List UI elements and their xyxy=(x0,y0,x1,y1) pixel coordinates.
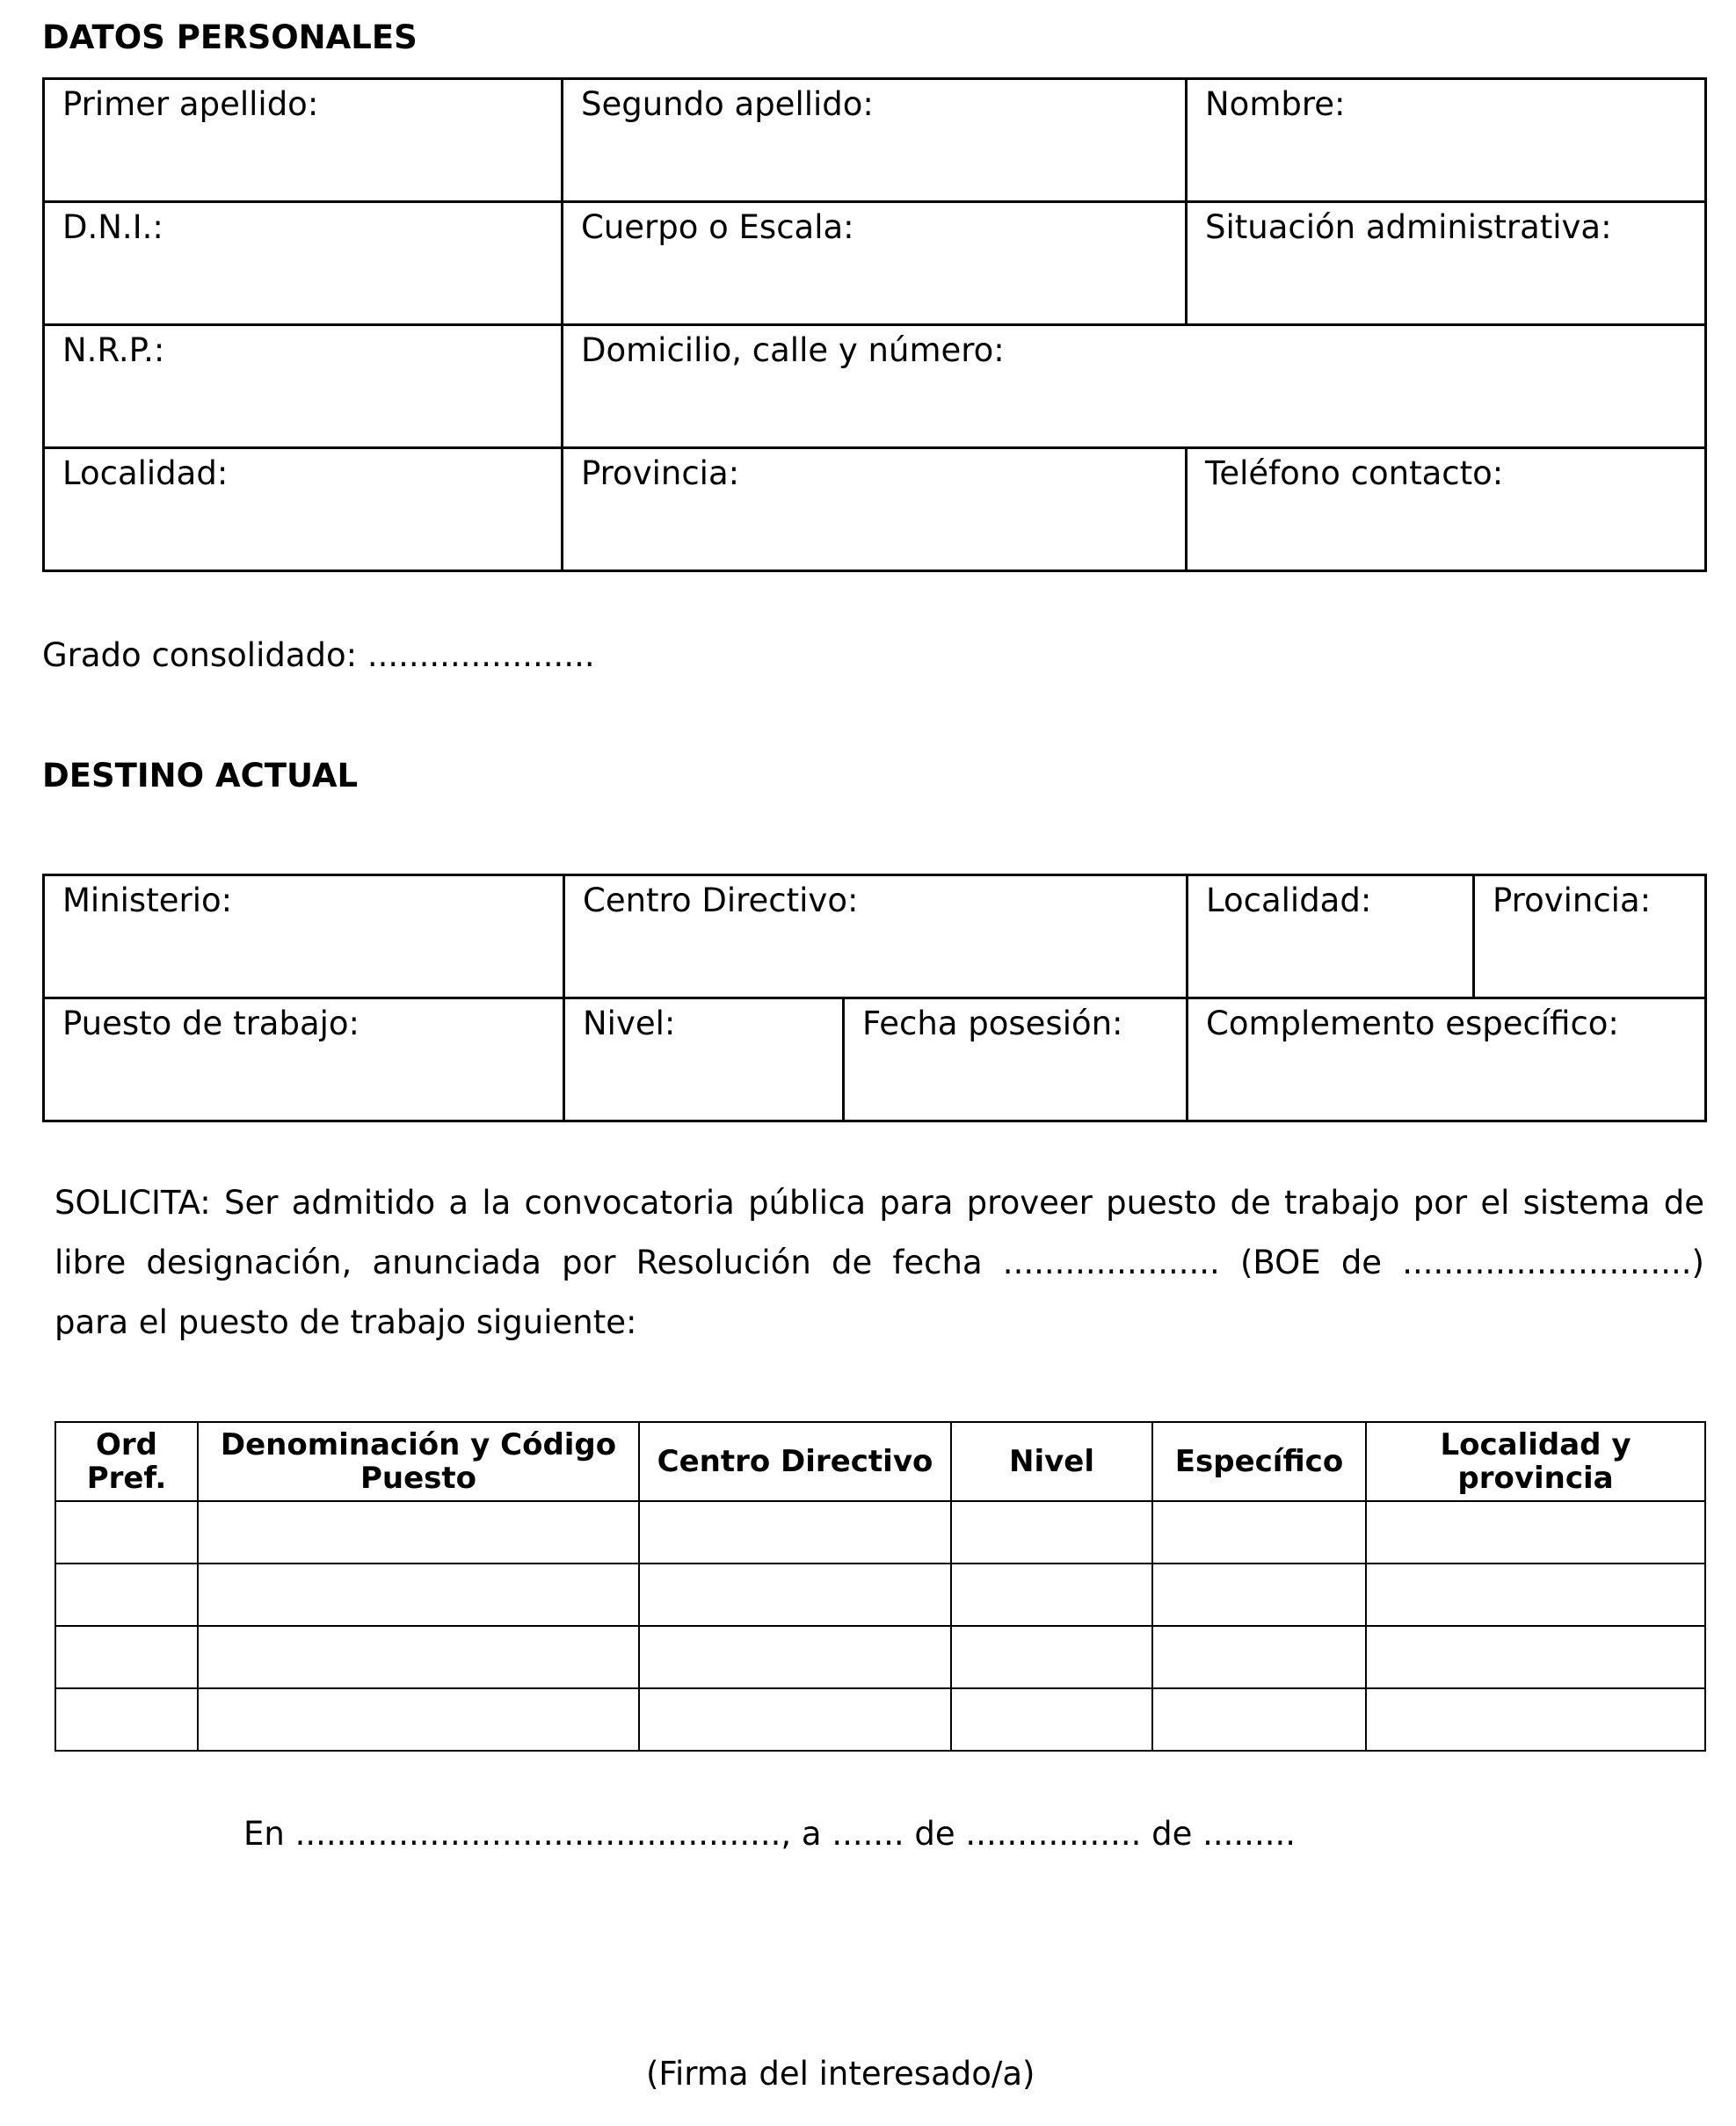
header-localidad-provincia: Localidad y provincia xyxy=(1366,1422,1705,1501)
situacion-administrativa-field[interactable]: Situación administrativa: xyxy=(1187,202,1706,325)
solicita-line-1: SOLICITA: Ser admitido a la convocatoria pública para proveer puesto de trabajo por el sistema de xyxy=(54,1184,1704,1222)
table-cell[interactable] xyxy=(1152,1626,1366,1688)
table-cell[interactable] xyxy=(55,1626,198,1688)
table-cell[interactable] xyxy=(198,1564,639,1626)
ministerio-field[interactable]: Ministerio: xyxy=(44,875,564,998)
table-cell[interactable] xyxy=(55,1564,198,1626)
table-cell[interactable] xyxy=(1366,1564,1705,1626)
segundo-apellido-field[interactable]: Segundo apellido: xyxy=(563,79,1187,202)
table-cell[interactable] xyxy=(1152,1501,1366,1564)
cuerpo-escala-field[interactable]: Cuerpo o Escala: xyxy=(563,202,1187,325)
destino-provincia-field[interactable]: Provincia: xyxy=(1474,875,1706,998)
puesto-trabajo-field[interactable]: Puesto de trabajo: xyxy=(44,998,564,1121)
table-cell[interactable] xyxy=(951,1626,1152,1688)
table-cell[interactable] xyxy=(55,1501,198,1564)
nombre-field[interactable]: Nombre: xyxy=(1187,79,1706,202)
localidad-field[interactable]: Localidad: xyxy=(44,448,563,571)
header-centro-directivo: Centro Directivo xyxy=(639,1422,951,1501)
solicita-line-2: libre designación, anunciada por Resolución de fecha ..................... (BOE de ............................) xyxy=(54,1244,1704,1281)
table-cell[interactable] xyxy=(639,1564,951,1626)
solicita-line-3: para el puesto de trabajo siguiente: xyxy=(54,1303,637,1341)
solicita-paragraph xyxy=(54,1173,1704,1353)
table-cell[interactable] xyxy=(198,1501,639,1564)
header-denominacion-codigo: Denominación y Código Puesto xyxy=(198,1422,639,1501)
table-row xyxy=(55,1564,1705,1626)
table-cell[interactable] xyxy=(198,1626,639,1688)
section-title-datos-personales: DATOS PERSONALES xyxy=(42,18,418,56)
table-row xyxy=(55,1501,1705,1564)
nivel-field[interactable]: Nivel: xyxy=(564,998,844,1121)
header-especifico: Específico xyxy=(1152,1422,1366,1501)
table-cell[interactable] xyxy=(639,1626,951,1688)
destino-localidad-field[interactable]: Localidad: xyxy=(1188,875,1474,998)
table-cell[interactable] xyxy=(951,1564,1152,1626)
telefono-contacto-field[interactable]: Teléfono contacto: xyxy=(1187,448,1706,571)
firma-label: (Firma del interesado/a) xyxy=(646,2055,1035,2093)
fecha-lugar-line: En ..............................................., a ....... de ................. de ......... xyxy=(243,1815,1296,1853)
provincia-field[interactable]: Provincia: xyxy=(563,448,1187,571)
header-nivel: Nivel xyxy=(951,1422,1152,1501)
table-cell[interactable] xyxy=(639,1688,951,1751)
puestos-table xyxy=(54,1421,1706,1752)
table-row xyxy=(55,1688,1705,1751)
table-cell[interactable] xyxy=(639,1501,951,1564)
primer-apellido-field[interactable]: Primer apellido: xyxy=(44,79,563,202)
table-cell[interactable] xyxy=(1366,1501,1705,1564)
dni-field[interactable]: D.N.I.: xyxy=(44,202,563,325)
grado-consolidado-line: Grado consolidado: ...................... xyxy=(42,636,595,674)
table-cell[interactable] xyxy=(1366,1688,1705,1751)
table-cell[interactable] xyxy=(951,1501,1152,1564)
table-cell[interactable] xyxy=(1152,1688,1366,1751)
table-cell[interactable] xyxy=(1366,1626,1705,1688)
datos-personales-table xyxy=(42,77,1707,572)
table-row xyxy=(55,1626,1705,1688)
table-cell[interactable] xyxy=(198,1688,639,1751)
complemento-especifico-field[interactable]: Complemento específico: xyxy=(1188,998,1706,1121)
domicilio-field[interactable]: Domicilio, calle y número: xyxy=(563,325,1706,448)
destino-actual-table xyxy=(42,874,1707,1122)
nrp-field[interactable]: N.R.P.: xyxy=(44,325,563,448)
fecha-posesion-field[interactable]: Fecha posesión: xyxy=(844,998,1188,1121)
table-cell[interactable] xyxy=(55,1688,198,1751)
header-ord-pref: Ord Pref. xyxy=(55,1422,198,1501)
table-cell[interactable] xyxy=(1152,1564,1366,1626)
table-cell[interactable] xyxy=(951,1688,1152,1751)
section-title-destino-actual: DESTINO ACTUAL xyxy=(42,757,359,795)
centro-directivo-field[interactable]: Centro Directivo: xyxy=(564,875,1188,998)
